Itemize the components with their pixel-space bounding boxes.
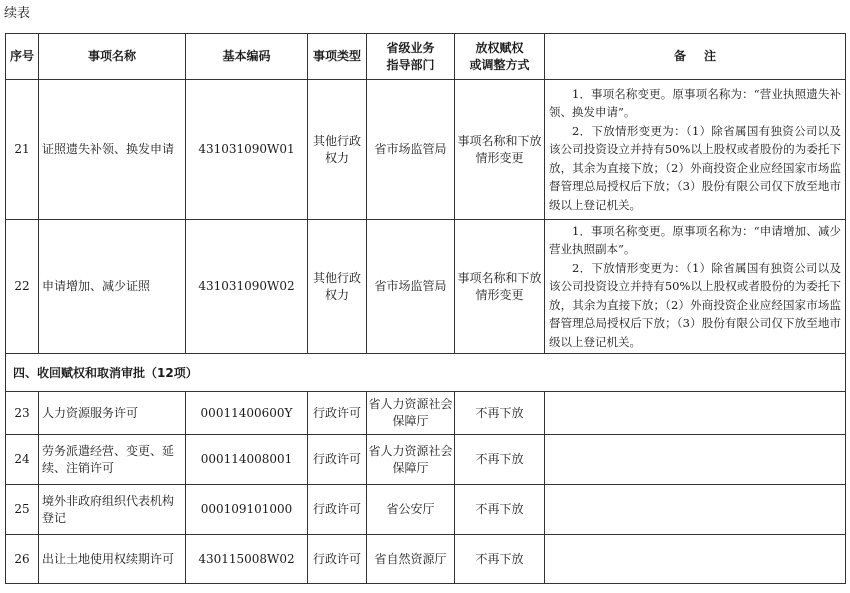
row-code: 000114008001 — [186, 435, 308, 485]
header-remark-b: 注 — [704, 49, 717, 63]
header-remark-a: 备 — [673, 49, 704, 63]
header-code: 基本编码 — [186, 34, 308, 80]
row-dept: 省自然资源厅 — [367, 535, 455, 584]
row-code: 431031090W02 — [186, 220, 308, 354]
header-dept — [367, 34, 455, 80]
row-dept: 省公安厅 — [367, 485, 455, 535]
row-method: 不再下放 — [455, 392, 545, 435]
remark-paragraph: 1．事项名称变更。原事项名称为：“申请增加、减少营业执照副本”。 — [549, 223, 841, 257]
row-seq: 26 — [6, 535, 39, 584]
remark-paragraph: 1．事项名称变更。原事项名称为：“营业执照遗失补领、换发申请”。 — [549, 86, 841, 120]
header-name: 事项名称 — [39, 34, 186, 80]
row-remark — [545, 80, 846, 220]
row-seq: 24 — [6, 435, 39, 485]
row-name: 劳务派遣经营、变更、延续、注销许可 — [39, 435, 186, 485]
row-name: 人力资源服务许可 — [39, 392, 186, 435]
table-row — [6, 220, 846, 354]
row-dept: 省人力资源社会保障厅 — [367, 392, 455, 435]
row-code: 431031090W01 — [186, 80, 308, 220]
header-seq: 序号 — [6, 34, 39, 80]
row-type: 行政许可 — [308, 435, 367, 485]
table-row — [6, 80, 846, 220]
header-method-line1: 放权赋权 — [475, 40, 524, 55]
row-method: 不再下放 — [455, 535, 545, 584]
header-dept-line2: 指导部门 — [386, 57, 435, 72]
row-dept: 省市场监管局 — [367, 220, 455, 354]
row-type: 其他行政权力 — [308, 220, 367, 354]
row-dept: 省人力资源社会保障厅 — [367, 435, 455, 485]
header-method-line2: 或调整方式 — [469, 57, 530, 72]
table-header-row — [6, 34, 846, 80]
row-type: 行政许可 — [308, 485, 367, 535]
table-row — [6, 485, 846, 535]
row-seq: 22 — [6, 220, 39, 354]
items-table — [5, 33, 846, 584]
remark-paragraph: 2．下放情形变更为：（1）除省属国有独资公司以及该公司投资设立并持有50%以上股权或者股份的为委托下放，其余为直接下放；（2）外商投资企业应经国家市场监督管理总局授权后下放；（3）股份有限公司仅下放至地市级以上登记机关。 — [549, 260, 841, 349]
row-type: 其他行政权力 — [308, 80, 367, 220]
header-dept-line1: 省级业务 — [386, 40, 435, 55]
row-code: 00011400600Y — [186, 392, 308, 435]
row-seq: 21 — [6, 80, 39, 220]
header-remark — [545, 34, 846, 80]
remark-paragraph: 2．下放情形变更为：（1）除省属国有独资公司以及该公司投资设立并持有50%以上股权或者股份的为委托下放，其余为直接下放；（2）外商投资企业应经国家市场监督管理总局授权后下放；（3）股份有限公司仅下放至地市级以上登记机关。 — [549, 123, 841, 212]
table-row — [6, 392, 846, 435]
header-type: 事项类型 — [308, 34, 367, 80]
row-remark — [545, 485, 846, 535]
row-type: 行政许可 — [308, 392, 367, 435]
row-name: 证照遗失补领、换发申请 — [39, 80, 186, 220]
row-name: 境外非政府组织代表机构登记 — [39, 485, 186, 535]
row-remark — [545, 435, 846, 485]
row-seq: 25 — [6, 485, 39, 535]
section-row — [6, 354, 846, 392]
row-method: 不再下放 — [455, 485, 545, 535]
row-remark — [545, 220, 846, 354]
row-code: 430115008W02 — [186, 535, 308, 584]
table-row — [6, 435, 846, 485]
row-remark — [545, 535, 846, 584]
continued-caption: 续表 — [4, 6, 31, 21]
row-name: 申请增加、减少证照 — [39, 220, 186, 354]
row-dept: 省市场监管局 — [367, 80, 455, 220]
header-method — [455, 34, 545, 80]
section-title: 四、收回赋权和取消审批（12项） — [6, 354, 846, 392]
row-method: 事项名称和下放情形变更 — [455, 220, 545, 354]
row-name: 出让土地使用权续期许可 — [39, 535, 186, 584]
row-type: 行政许可 — [308, 535, 367, 584]
row-code: 000109101000 — [186, 485, 308, 535]
table-row — [6, 535, 846, 584]
row-remark — [545, 392, 846, 435]
row-seq: 23 — [6, 392, 39, 435]
row-method: 不再下放 — [455, 435, 545, 485]
row-method: 事项名称和下放情形变更 — [455, 80, 545, 220]
